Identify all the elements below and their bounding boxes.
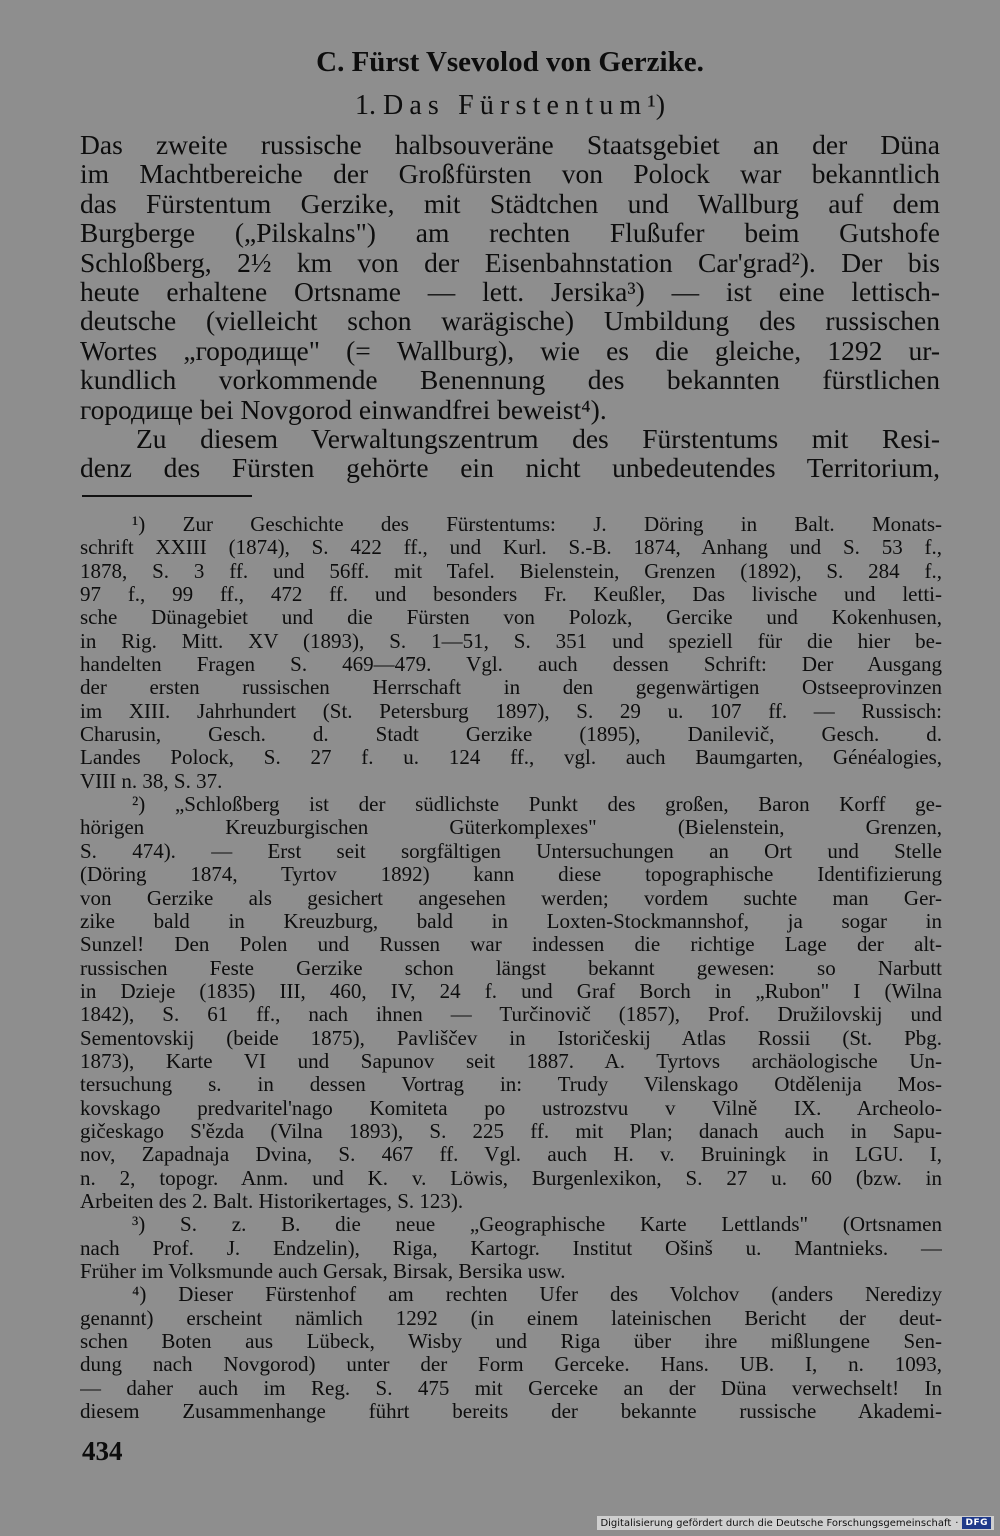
body-line: denz des Fürsten gehörte ein nicht unbedeutendes Territorium, bbox=[80, 452, 940, 484]
body-line: heute erhaltene Ortsname — lett. Jersika³) — ist eine lettisch- bbox=[80, 275, 940, 307]
footnote-line: diesem Zusammenhange führt bereits der bekannte russische Akademi- bbox=[80, 1400, 942, 1424]
body-line: Burgberge („Pilskalns") am rechten Flußufer beim Gutshofe bbox=[80, 217, 940, 249]
footnote-line: VIII n. 38, S. 37. bbox=[80, 769, 223, 793]
footnote-line: Arbeiten des 2. Balt. Historikertages, S. 123). bbox=[80, 1189, 464, 1213]
footnote-line: russischen Feste Gerzike schon längst bekannt gewesen: so Narbutt bbox=[80, 956, 942, 980]
footnote-line: schen Boten aus Lübeck, Wisby und Riga über ihre mißlungene Sen- bbox=[80, 1330, 942, 1354]
body-paragraphs bbox=[80, 130, 940, 483]
footnote-line: dung nach Novgorod) unter der Form Gerceke. Hans. UB. I, n. 1093, bbox=[80, 1353, 942, 1377]
footnote-line: handelten Fragen S. 469—479. Vgl. auch dessen Schrift: Der Ausgang bbox=[80, 653, 942, 677]
subsection-number: 1. bbox=[354, 90, 376, 121]
footnote-line: 1842), S. 61 ff., nach ihnen — Turčinovič (1857), Prof. Družilovskij und bbox=[80, 1003, 942, 1027]
footnote-line: Landes Polock, S. 27 f. u. 124 ff., vgl. auch Baumgarten, Généalogies, bbox=[80, 746, 942, 770]
subsection-title: Das Fürstentum bbox=[382, 90, 648, 121]
body-line: das Fürstentum Gerzike, mit Städtchen und Wallburg auf dem bbox=[80, 187, 940, 219]
digitization-credit: Digitalisierung gefördert durch die Deutsche Forschungsgemeinschaft · DFG bbox=[597, 1516, 994, 1530]
footnote-line: 97 f., 99 ff., 472 ff. und besonders Fr. Keußler, Das livische und letti- bbox=[80, 583, 942, 607]
footnote-line: S. 474). — Erst seit sorgfältigen Untersuchungen an Ort und Stelle bbox=[80, 839, 942, 863]
page-number: 434 bbox=[82, 1436, 123, 1466]
subsection-heading bbox=[80, 88, 940, 124]
footnote-line: Charusin, Gesch. d. Stadt Gerzike (1895), Danilevič, Gesch. d. bbox=[80, 723, 942, 747]
footnote-marker: ¹) bbox=[647, 90, 666, 121]
body-line: im Machtbereiche der Großfürsten von Polock war bekanntlich bbox=[80, 158, 940, 190]
footnote-line: genannt) erscheint nämlich 1292 (in einem lateinischen Bericht der deut- bbox=[80, 1306, 942, 1330]
footnote-line: schrift XXIII (1874), S. 422 ff., und Kurl. S.-B. 1874, Anhang und S. 53 f., bbox=[80, 536, 942, 560]
footnote-line: ¹) Zur Geschichte des Fürstentums: J. Döring in Balt. Monats- bbox=[132, 513, 942, 536]
footnote-line: im XIII. Jahrhundert (St. Petersburg 1897), S. 29 u. 107 ff. — Russisch: bbox=[80, 699, 942, 723]
footnote-line: — daher auch im Reg. S. 475 mit Gerceke an der Düna verwechselt! In bbox=[80, 1376, 942, 1400]
footnote-line: Früher im Volksmunde auch Gersak, Birsak, Bersika usw. bbox=[80, 1260, 566, 1283]
footnote-line: gičeskago S'ězda (Vilna 1893), S. 225 ff. mit Plan; danach auch in Sapu- bbox=[80, 1119, 942, 1143]
footnote-line: (Döring 1874, Tyrtov 1892) kann diese topographische Identifizierung bbox=[80, 863, 942, 887]
body-line: deutsche (vielleicht schon warägische) Umbildung des russischen bbox=[80, 305, 940, 337]
footnote-line: Sementovskij (beide 1875), Pavliščev in Istoričeskij Atlas Rossii (St. Pbg. bbox=[80, 1026, 942, 1050]
footnote-line: der ersten russischen Herrschaft in den gegenwärtigen Ostseeprovinzen bbox=[80, 676, 942, 700]
footnote-line: nach Prof. J. Endzelin), Riga, Kartogr. Institut Ošinš u. Mantnieks. — bbox=[80, 1236, 942, 1260]
body-line: Das zweite russische halbsouveräne Staatsgebiet an der Düna bbox=[80, 129, 940, 160]
footnote-line: tersuchung s. in dessen Vortrag in: Trudy Vilenskago Otdělenija Mos- bbox=[80, 1073, 942, 1097]
body-line: Schloßberg, 2½ km von der Eisenbahnstation Car'grad²). Der bis bbox=[80, 246, 940, 278]
body-line: Zu diesem Verwaltungszentrum des Fürstentums mit Resi- bbox=[136, 422, 940, 454]
body-line: Wortes „городище" (= Wallburg), wie es die gleiche, 1292 ur- bbox=[80, 334, 940, 366]
body-line: kundlich vorkommende Benennung des bekannten fürstlichen bbox=[80, 364, 940, 396]
credit-text: Digitalisierung gefördert durch die Deutsche Forschungsgemeinschaft bbox=[600, 1517, 952, 1529]
body-line: городище bei Novgorod einwandfrei beweist⁴). bbox=[80, 393, 607, 425]
footnote-line: in Dzieje (1835) III, 460, IV, 24 f. und Graf Borch in „Rubon" I (Wilna bbox=[80, 979, 942, 1003]
footnote-line: in Rig. Mitt. XV (1893), S. 1—51, S. 351 und speziell für die hier be- bbox=[80, 629, 942, 653]
footnote-line: nov, Zapadnaja Dvina, S. 467 ff. Vgl. auch H. v. Bruiningk in LGU. I, bbox=[80, 1143, 942, 1167]
footnote-line: ³) S. z. B. die neue „Geographische Karte Lettlands" (Ortsnamen bbox=[132, 1213, 942, 1237]
footnote-line: kovskago predvaritel'nago Komiteta po ustrozstvu v Vilně IX. Archeolo- bbox=[80, 1096, 942, 1120]
footnote-line: 1878, S. 3 ff. und 56ff. mit Tafel. Bielenstein, Grenzen (1892), S. 284 f., bbox=[80, 559, 942, 583]
footnote-divider bbox=[82, 495, 252, 497]
footnote-line: zike bald in Kreuzburg, bald in Loxten-Stockmannshof, ja sogar in bbox=[80, 909, 942, 933]
footnote-line: n. 2, topogr. Anm. und K. v. Löwis, Burgenlexikon, S. 27 u. 60 (bzw. in bbox=[80, 1166, 942, 1190]
footnote-line: ⁴) Dieser Fürstenhof am rechten Ufer des Volchov (anders Neredizy bbox=[132, 1283, 942, 1307]
footnote-line: Sunzel! Den Polen und Russen war indessen die richtige Lage der alt- bbox=[80, 933, 942, 957]
dfg-logo-icon: DFG bbox=[962, 1517, 991, 1529]
footnote-line: hörigen Kreuzburgischen Güterkomplexes" (Bielenstein, Grenzen, bbox=[80, 816, 942, 840]
section-heading: C. Fürst Vsevolod von Gerzike. bbox=[316, 46, 704, 78]
footnote-line: sche Dünagebiet und die Fürsten von Polozk, Gercike und Kokenhusen, bbox=[80, 606, 942, 630]
footnote-line: 1873), Karte VI und Sapunov seit 1887. A. Tyrtovs archäologische Un- bbox=[80, 1049, 942, 1073]
footnote-line: ²) „Schloßberg ist der südlichste Punkt des großen, Baron Korff ge- bbox=[132, 793, 942, 817]
footnotes bbox=[80, 513, 942, 1423]
footnote-line: von Gerzike als gesichert angesehen werden; vordem suchte man Ger- bbox=[80, 886, 942, 910]
